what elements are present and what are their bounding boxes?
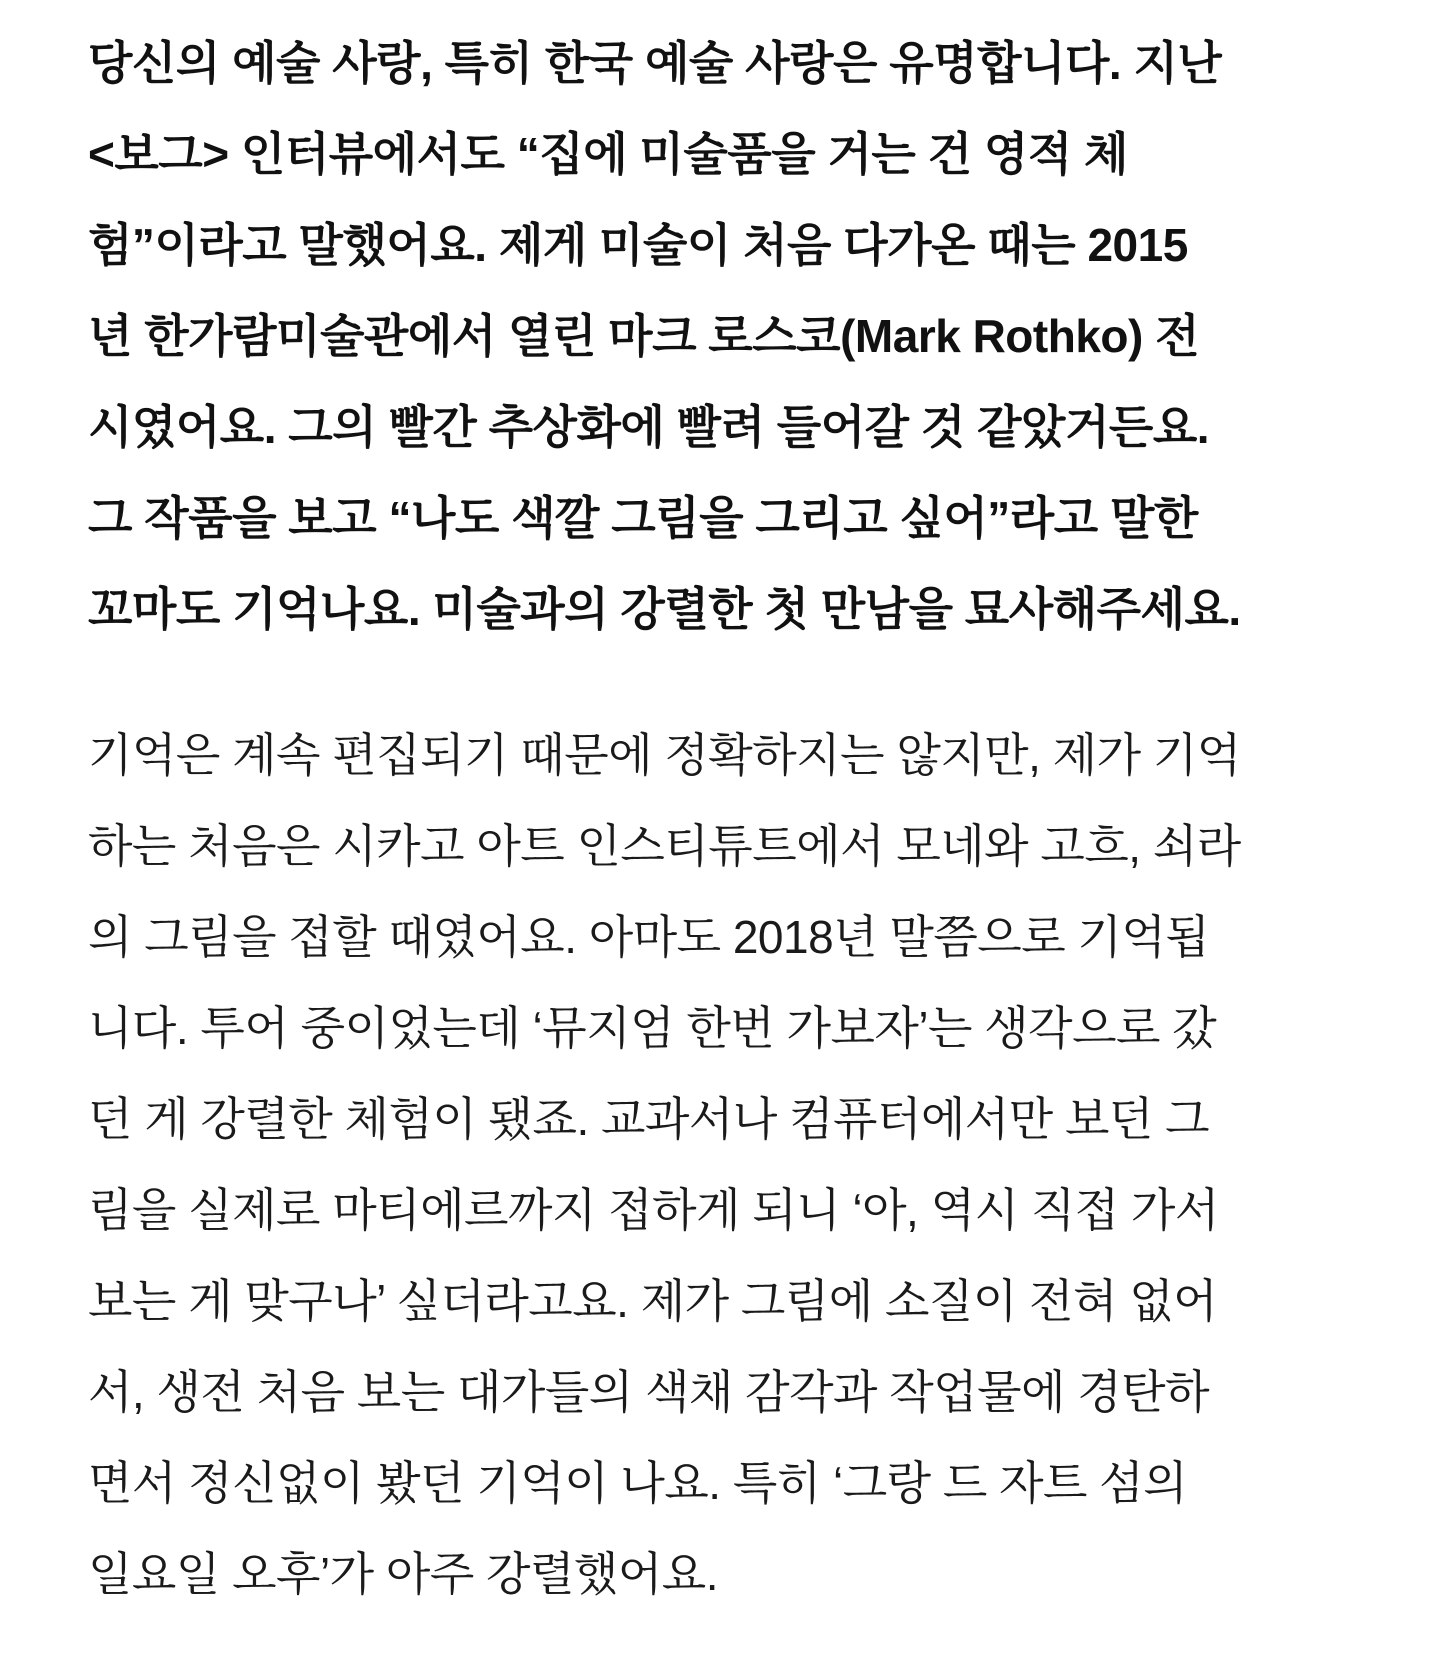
answer-line: 하는 처음은 시카고 아트 인스티튜트에서 모네와 고흐, 쇠라 [88, 820, 1241, 872]
question-line: 험”이라고 말했어요. 제게 미술이 처음 다가온 때는 2015 [88, 219, 1188, 271]
answer-line: 던 게 강렬한 체험이 됐죠. 교과서나 컴퓨터에서만 보던 그 [88, 1093, 1210, 1145]
answer-line: 기억은 계속 편집되기 때문에 정확하지는 않지만, 제가 기억 [88, 729, 1241, 781]
answer-line: 니다. 투어 중이었는데 ‘뮤지엄 한번 가보자’는 생각으로 갔 [88, 1002, 1217, 1054]
answer-line: 면서 정신없이 봤던 기억이 나요. 특히 ‘그랑 드 자트 섬의 [88, 1457, 1188, 1509]
answer-line: 림을 실제로 마티에르까지 접하게 되니 ‘아, 역시 직접 가서 [88, 1184, 1219, 1236]
question-line: 그 작품을 보고 “나도 색깔 그림을 그리고 싶어”라고 말한 [88, 492, 1198, 544]
question-line: <보그> 인터뷰에서도 “집에 미술품을 거는 건 영적 체 [88, 128, 1128, 180]
answer-line: 일요일 오후’가 아주 강렬했어요. [88, 1548, 719, 1600]
answer-line: 보는 게 맞구나’ 싶더라고요. 제가 그림에 소질이 전혀 없어 [88, 1275, 1218, 1327]
answer-line: 서, 생전 처음 보는 대가들의 색채 감각과 작업물에 경탄하 [88, 1366, 1210, 1418]
question-line: 시였어요. 그의 빨간 추상화에 빨려 들어갈 것 같았거든요. [88, 401, 1210, 453]
answer-line: 의 그림을 접할 때였어요. 아마도 2018년 말쯤으로 기억됩 [88, 911, 1210, 963]
interview-answer [88, 710, 1440, 1620]
question-line: 꼬마도 기억나요. 미술과의 강렬한 첫 만남을 묘사해주세요. [88, 583, 1241, 635]
interview-question [88, 18, 1440, 655]
question-line: 당신의 예술 사랑, 특히 한국 예술 사랑은 유명합니다. 지난 [88, 37, 1222, 89]
question-line: 년 한가람미술관에서 열린 마크 로스코(Mark Rothko) 전 [88, 310, 1200, 362]
